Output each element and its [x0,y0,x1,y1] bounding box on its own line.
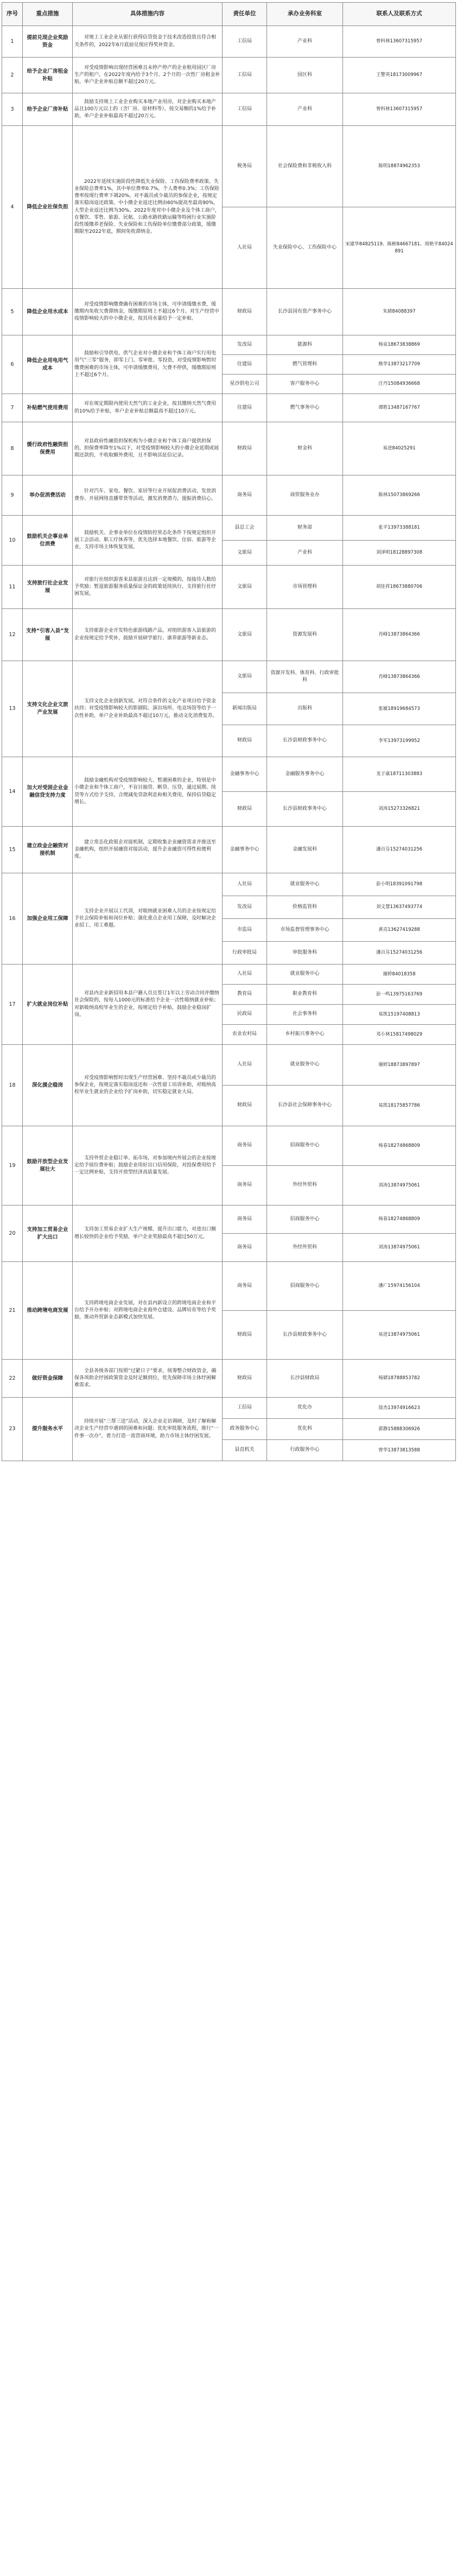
row-contact: 徐杰13974916623 [343,1398,456,1419]
row-responsible-unit: 金融事务中心 [223,827,267,873]
row-serial: 23 [2,1398,23,1461]
row-responsible-unit: 文旅局 [223,661,267,693]
table-row [2,93,456,126]
row-contact: 刘涛13874975061 [343,1234,456,1262]
row-serial: 5 [2,289,23,335]
row-department: 乡村振兴事务中心 [267,1025,343,1045]
row-measure: 推动跨境电商发展 [23,1262,73,1360]
row-responsible-unit: 农业农村局 [223,1025,267,1045]
row-contact: 李军13973199952 [343,725,456,757]
table-row [2,566,456,609]
table-row [2,1205,456,1234]
row-department: 职业教育科 [267,985,343,1005]
row-department: 金融发展科 [267,827,343,873]
row-department: 失业保险中心、工伤保险中心 [267,207,343,289]
row-department: 长沙县社会保障事务中心 [267,1086,343,1126]
row-department: 行政服务中心 [267,1440,343,1461]
row-responsible-unit: 商务局 [223,475,267,516]
row-contact: 杨春18274868809 [343,1126,456,1166]
row-contact: 杨春18274868809 [343,1205,456,1234]
row-department: 金融服务事务中心 [267,757,343,792]
row-contact: 宋建华84825119、陈彬84667181、周艳平84024891 [343,207,456,289]
row-serial: 11 [2,566,23,609]
row-department: 社会保险费和非税收入科 [267,126,343,207]
row-department: 市场监督管理事务中心 [267,919,343,942]
row-department: 长沙县财政事务中心 [267,1311,343,1360]
header-dept: 承办业务科室 [267,3,343,26]
row-contact: 张平13973388181 [343,516,456,541]
row-responsible-unit: 人社局 [223,207,267,289]
row-department: 资源开发科、体育科、行政审批科 [267,661,343,693]
table-row [2,1262,456,1311]
table-row [2,422,456,475]
row-measure: 鼓励机关企事业单位消费 [23,516,73,566]
row-department: 客户服务中心 [267,375,343,394]
row-serial: 6 [2,335,23,394]
row-measure: 降低企业社保负担 [23,126,73,289]
table-row [2,58,456,93]
row-measure: 给予企业厂房补贴 [23,93,73,126]
row-serial: 21 [2,1262,23,1360]
row-content: 鼓励和引导供电、供气企业对小微企业和个体工商户实行用电用气“三零”服务，即零上门、零审批、零投资，对受疫情影响暂时缴费困难的市场主体，可申请缓缴费用，欠费不停供，缓缴期原则上不超过6个月。 [73,335,223,394]
row-responsible-unit: 商务局 [223,1166,267,1205]
row-contact: 杨泉18673838869 [343,335,456,355]
row-department: 长沙县财政局 [267,1360,343,1398]
row-department: 产业科 [267,541,343,566]
row-serial: 15 [2,827,23,873]
row-serial: 7 [2,394,23,422]
header-measure: 重点措施 [23,3,73,26]
row-content: 建立常态化政银企对接机制，定期收集企业融资需求并推送至金融机构，组织开展融资对接活动，提升企业融资可得性和便利度。 [73,827,223,873]
row-contact: 汪丹15084936668 [343,375,456,394]
row-contact: 刘文慧13637493774 [343,896,456,919]
table-row [2,394,456,422]
row-responsible-unit: 财政局 [223,792,267,827]
row-contact: 易进13874975061 [343,1311,456,1360]
row-serial: 2 [2,58,23,93]
row-serial: 10 [2,516,23,566]
row-measure: 提前兑现企业奖励资金 [23,26,73,58]
row-serial: 22 [2,1360,23,1398]
row-contact: 熊华13873217709 [343,355,456,375]
row-contact: 肖峰13873864366 [343,661,456,693]
row-responsible-unit: 工信局 [223,26,267,58]
row-contact: 谭胜13487167767 [343,394,456,422]
row-serial: 8 [2,422,23,475]
row-measure: 给予企业厂房租金补贴 [23,58,73,93]
row-serial: 12 [2,609,23,661]
row-contact: 易凯18175857786 [343,1086,456,1126]
row-department: 审批服务科 [267,942,343,965]
table-row [2,1360,456,1398]
row-contact: 潘广15974156104 [343,1262,456,1311]
row-contact: 易进84025291 [343,422,456,475]
table-row [2,289,456,335]
table-row [2,1045,456,1086]
row-department: 价格监管科 [267,896,343,919]
row-responsible-unit: 金融事务中心 [223,757,267,792]
row-serial: 9 [2,475,23,516]
row-measure: 加强企业用工保障 [23,873,73,965]
header-serial: 序号 [2,3,23,26]
row-serial: 19 [2,1126,23,1205]
row-contact: 彭一鸣13975163769 [343,985,456,1005]
row-contact: 刘涛13874975061 [343,1166,456,1205]
row-department: 燃气事务中心 [267,394,343,422]
row-contact: 彭小明18391091798 [343,873,456,896]
row-responsible-unit: 民政局 [223,1005,267,1025]
row-measure: 补贴燃气使用费用 [23,394,73,422]
row-responsible-unit: 财政局 [223,725,267,757]
row-measure: 深化援企稳岗 [23,1045,73,1126]
row-contact: 张敏18919684573 [343,693,456,725]
row-responsible-unit: 税务局 [223,126,267,207]
row-department: 社会事务科 [267,1005,343,1025]
row-responsible-unit: 财政局 [223,1311,267,1360]
row-responsible-unit: 发改局 [223,335,267,355]
row-serial: 20 [2,1205,23,1262]
row-department: 出版科 [267,693,343,725]
row-responsible-unit: 星沙供电公司 [223,375,267,394]
row-responsible-unit: 新闻出版局 [223,693,267,725]
row-contact: 曾科林13607315957 [343,93,456,126]
row-responsible-unit: 市监局 [223,919,267,942]
row-measure: 加大对受困企业金融信贷支持力度 [23,757,73,827]
row-department: 能源科 [267,335,343,355]
row-contact: 陈明18874962353 [343,126,456,207]
row-responsible-unit: 人社局 [223,965,267,985]
header-unit: 责任单位 [223,3,267,26]
row-measure: 支持文化企业文旅产业发展 [23,661,73,757]
row-department: 产业科 [267,26,343,58]
row-measure: 支持旅行社企业发展 [23,566,73,609]
row-responsible-unit: 商务局 [223,1262,267,1311]
row-serial: 18 [2,1045,23,1126]
row-responsible-unit: 发改局 [223,896,267,919]
row-contact: 黄亮13627419288 [343,919,456,942]
row-contact: 谢婷18873897897 [343,1045,456,1086]
row-department: 资源发展科 [267,609,343,661]
row-responsible-unit: 工信局 [223,58,267,93]
policy-table-body [2,26,456,1461]
row-contact: 谢婷84018358 [343,965,456,985]
row-measure: 支持加工贸易企业扩大出口 [23,1205,73,1262]
row-department: 财务部 [267,516,343,541]
row-measure: 举办促消费活动 [23,475,73,516]
row-serial: 13 [2,661,23,757]
row-department: 长沙县财政事务中心 [267,792,343,827]
row-department: 市场管理科 [267,566,343,609]
row-responsible-unit: 教育局 [223,985,267,1005]
table-row [2,1398,456,1419]
row-serial: 14 [2,757,23,827]
table-row [2,661,456,693]
row-content: 对受疫情影响暂时出现生产经营困难、坚持不裁员或少裁员的参保企业，按规定落实稳岗返还和一次性留工培训补助，对吸纳高校毕业生就业的企业给予扩岗补助，切实稳定就业大局。 [73,1045,223,1126]
row-measure: 降低企业用电用气成本 [23,335,73,394]
row-contact: 郭静15888306926 [343,1419,456,1440]
row-contact: 陈林15073869266 [343,475,456,516]
row-content: 对县政府性融资担保机构为小微企业和个体工商户提供担保的，担保费率降至1%以下，对受疫情影响较大的小微企业延期或展期还款的，不收取额外费用，且不影响其征信记录。 [73,422,223,475]
table-row [2,757,456,792]
row-content: 全县各级各部门按照“过紧日子”要求，统筹整合财政资金，确保各项助企纾困政策资金及时足额到位，优先保障市场主体纾困解难需求。 [73,1360,223,1398]
row-responsible-unit: 商务局 [223,1126,267,1166]
row-responsible-unit: 文旅局 [223,609,267,661]
row-department: 外经外贸科 [267,1234,343,1262]
table-row [2,26,456,58]
row-contact: 朱婧84088397 [343,289,456,335]
row-contact: 胡佳祥18673880706 [343,566,456,609]
table-row [2,965,456,985]
table-row [2,609,456,661]
row-measure: 提升服务水平 [23,1398,73,1461]
row-content: 支持加工贸易企业扩大生产规模、提升出口能力，对进出口额增长较快的企业给予奖励，单户企业奖励最高不超过50万元。 [73,1205,223,1262]
row-content: 针对汽车、家电、餐饮、家居等行业开展促消费活动，发放消费券、开展网络直播带货等活动，激发消费潜力，提振消费信心。 [73,475,223,516]
table-row [2,475,456,516]
row-content: 对旅行社组织游客来县旅游且达到一定规模的，按接待人数给予奖励；暂退旅游服务质量保证金的政策延续执行，支持旅行社纾困发展。 [73,566,223,609]
row-responsible-unit: 人社局 [223,873,267,896]
row-responsible-unit: 文旅局 [223,566,267,609]
table-row [2,827,456,873]
row-content: 支持旅游企业开发特色旅游线路产品，对组织游客入县旅游的企业按规定给予奖补，鼓励开展研学旅行、康养旅游等新业态。 [73,609,223,661]
row-measure: 做好资金保障 [23,1360,73,1398]
row-content: 对在规定期限内使用天然气的工业企业，按其缴纳天然气费用的10%给予补贴，单户企业补贴总额最高不超过10万元。 [73,394,223,422]
table-row [2,335,456,355]
row-content: 鼓励机关、企事业单位在疫情防控常态化条件下按规定组织开展工会活动、职工疗休养等，优先选择本地餐饮、住宿、旅游等企业，支持市场主体恢复发展。 [73,516,223,566]
row-content: 支持外贸企业稳订单、拓市场，对参加境内外展会的企业按规定给予展位费补贴；鼓励企业用好出口信用保险，对投保费用给予一定比例补贴，支持开放型经济高质量发展。 [73,1126,223,1205]
row-responsible-unit: 财政局 [223,422,267,475]
row-contact: 肖峰13873864366 [343,609,456,661]
row-contact: 曾华13873813588 [343,1440,456,1461]
row-responsible-unit: 人社局 [223,1045,267,1086]
row-department: 长沙县国有资产事务中心 [267,289,343,335]
row-contact: 杨婧18788853782 [343,1360,456,1398]
table-row [2,1126,456,1166]
header-content: 具体措施内容 [73,3,223,26]
row-responsible-unit: 工信局 [223,1398,267,1419]
row-responsible-unit: 财政局 [223,1360,267,1398]
row-responsible-unit: 行政审批局 [223,942,267,965]
row-content: 对受疫情影响出现经营困难且未停产停产的企业租用园区厂房生产的租户，在2022年度内给予3个月、2个月的一次性厂房租金补贴，单户企业补贴总额不超过20万元。 [73,58,223,93]
row-responsible-unit: 工信局 [223,93,267,126]
row-department: 财金科 [267,422,343,475]
row-responsible-unit: 财政局 [223,1086,267,1126]
row-content: 鼓励金融机构对受疫情影响较大、暂遇困难的企业，特别是中小微企业和个体工商户，不盲目抽贷、断贷、压贷，通过展期、续贷等方式给予支持，合理减免贷款利息和相关费用，保持信贷稳定增长。 [73,757,223,827]
row-measure: 鼓励开放型企业发展壮大 [23,1126,73,1205]
row-responsible-unit: 文旅局 [223,541,267,566]
row-department: 长沙县财政事务中心 [267,725,343,757]
row-content: 持续开展“三帮三送”活动，深入企业走访调研，及时了解和解决企业生产经营中遇到的困难和问题；优化审批服务流程，推行“一件事一次办”，着力打造一流营商环境，助力市场主体纾困发展。 [73,1398,223,1461]
row-responsible-unit: 县直机关 [223,1440,267,1461]
row-department: 就业服务中心 [267,1045,343,1086]
row-contact: 刘涛15273326821 [343,792,456,827]
row-contact: 潘百芬15274031256 [343,827,456,873]
row-content: 支持企业开展以工代训，对吸纳就业困难人员的企业按规定给予社会保险补贴和岗位补贴；强化重点企业用工保障，及时解决企业招工、用工难题。 [73,873,223,965]
row-responsible-unit: 商务局 [223,1234,267,1262]
row-content: 2022年延续实施阶段性降低失业保险、工伤保险费率政策。失业保险总费率1%，其中单位费率0.7%，个人费率0.3%；工伤保险费率按现行费率下调20%。对不裁员或少裁员的参保企业，按规定落实稳岗返还政策。中小微企业返还比例由60%提高至最高90%，大型企业返还比例为30%。2022年度对中小微企业及个体工商户，在餐饮、零售、旅游、民航、公路水路铁路运输等特困行业实施阶段性缓缴养老保险、失业保险和工伤保险单位缴费部分政策，缓缴期限至2022年底，期间免收滞纳金。 [73,126,223,289]
row-responsible-unit: 住建局 [223,355,267,375]
row-serial: 4 [2,126,23,289]
row-department: 燃气管理科 [267,355,343,375]
row-measure: 支持“引客入县”发展 [23,609,73,661]
table-row [2,126,456,207]
row-content: 支持文化企业创新发展，对符合条件的文化产业项目给予资金扶持；对受疫情影响较大的影剧院、演出场所、电竞场馆等给予一次性补助，单户企业补助最高不超过10万元，推动文化消费复苏。 [73,661,223,757]
row-responsible-unit: 住建局 [223,394,267,422]
row-content: 对县内企业新招用本县户籍人员且签订1年以上劳动合同并缴纳社会保险的，按每人1000元的标准给予企业一次性吸纳就业补贴；对新吸纳高校毕业生的企业，按规定给予补贴，鼓励企业稳岗扩岗。 [73,965,223,1045]
row-department: 招商服务中心 [267,1205,343,1234]
row-contact: 龙子康18711303883 [343,757,456,792]
row-department: 就业服务中心 [267,965,343,985]
row-responsible-unit: 政务服务中心 [223,1419,267,1440]
row-measure: 降低企业用水成本 [23,289,73,335]
row-serial: 1 [2,26,23,58]
row-measure: 建立政金企融资对接机制 [23,827,73,873]
row-content: 对受疫情影响缴费确有困难的市场主体，可申请缓缴水费，缓缴期内免收欠费滞纳金，缓缴期原则上不超过6个月。对生产经营中疫情影响较大的中小微企业，按其用水量给予一定补贴。 [73,289,223,335]
row-department: 外经外贸科 [267,1166,343,1205]
table-header-row [2,3,456,26]
row-department: 优化办 [267,1398,343,1419]
header-contact: 联系人及联系方式 [343,3,456,26]
row-measure: 扩大就业岗位补贴 [23,965,73,1045]
row-contact: 曾科林13607315957 [343,26,456,58]
row-department: 商贸服务业办 [267,475,343,516]
row-serial: 3 [2,93,23,126]
row-department: 园区科 [267,58,343,93]
row-department: 优化科 [267,1419,343,1440]
row-department: 产业科 [267,93,343,126]
row-measure: 缓行政府性融资担保费用 [23,422,73,475]
row-contact: 刘泽明18128897308 [343,541,456,566]
row-contact: 易凯15197408813 [343,1005,456,1025]
row-serial: 17 [2,965,23,1045]
row-responsible-unit: 县总工会 [223,516,267,541]
row-serial: 16 [2,873,23,965]
row-content: 支持跨境电商企业发展，对在县内新设立的跨境电商企业和平台给予开办补贴；对跨境电商企业海外仓建设、品牌培育等给予奖励，推动外贸新业态新模式加快发展。 [73,1262,223,1360]
policy-table [2,2,456,1461]
row-contact: 王警英18173009967 [343,58,456,93]
row-contact: 潘百芬15274031256 [343,942,456,965]
row-responsible-unit: 财政局 [223,289,267,335]
table-row [2,516,456,541]
row-contact: 邓小林15817498029 [343,1025,456,1045]
row-department: 就业服务中心 [267,873,343,896]
row-content: 对规上工业企业从银行获得信贷资金于技术改造投资且符合相关条件的，2022年6月底前兑现应得奖补资金。 [73,26,223,58]
row-department: 招商服务中心 [267,1262,343,1311]
row-responsible-unit: 商务局 [223,1205,267,1234]
row-department: 招商服务中心 [267,1126,343,1166]
table-row [2,873,456,896]
row-content: 鼓励支持规上工业企业购买本地产业用房，对企业购买本地产品且100万元以上的（含厂房、原材料等），按交易额的1%给予补助，单户企业补贴最高不超过20万元。 [73,93,223,126]
